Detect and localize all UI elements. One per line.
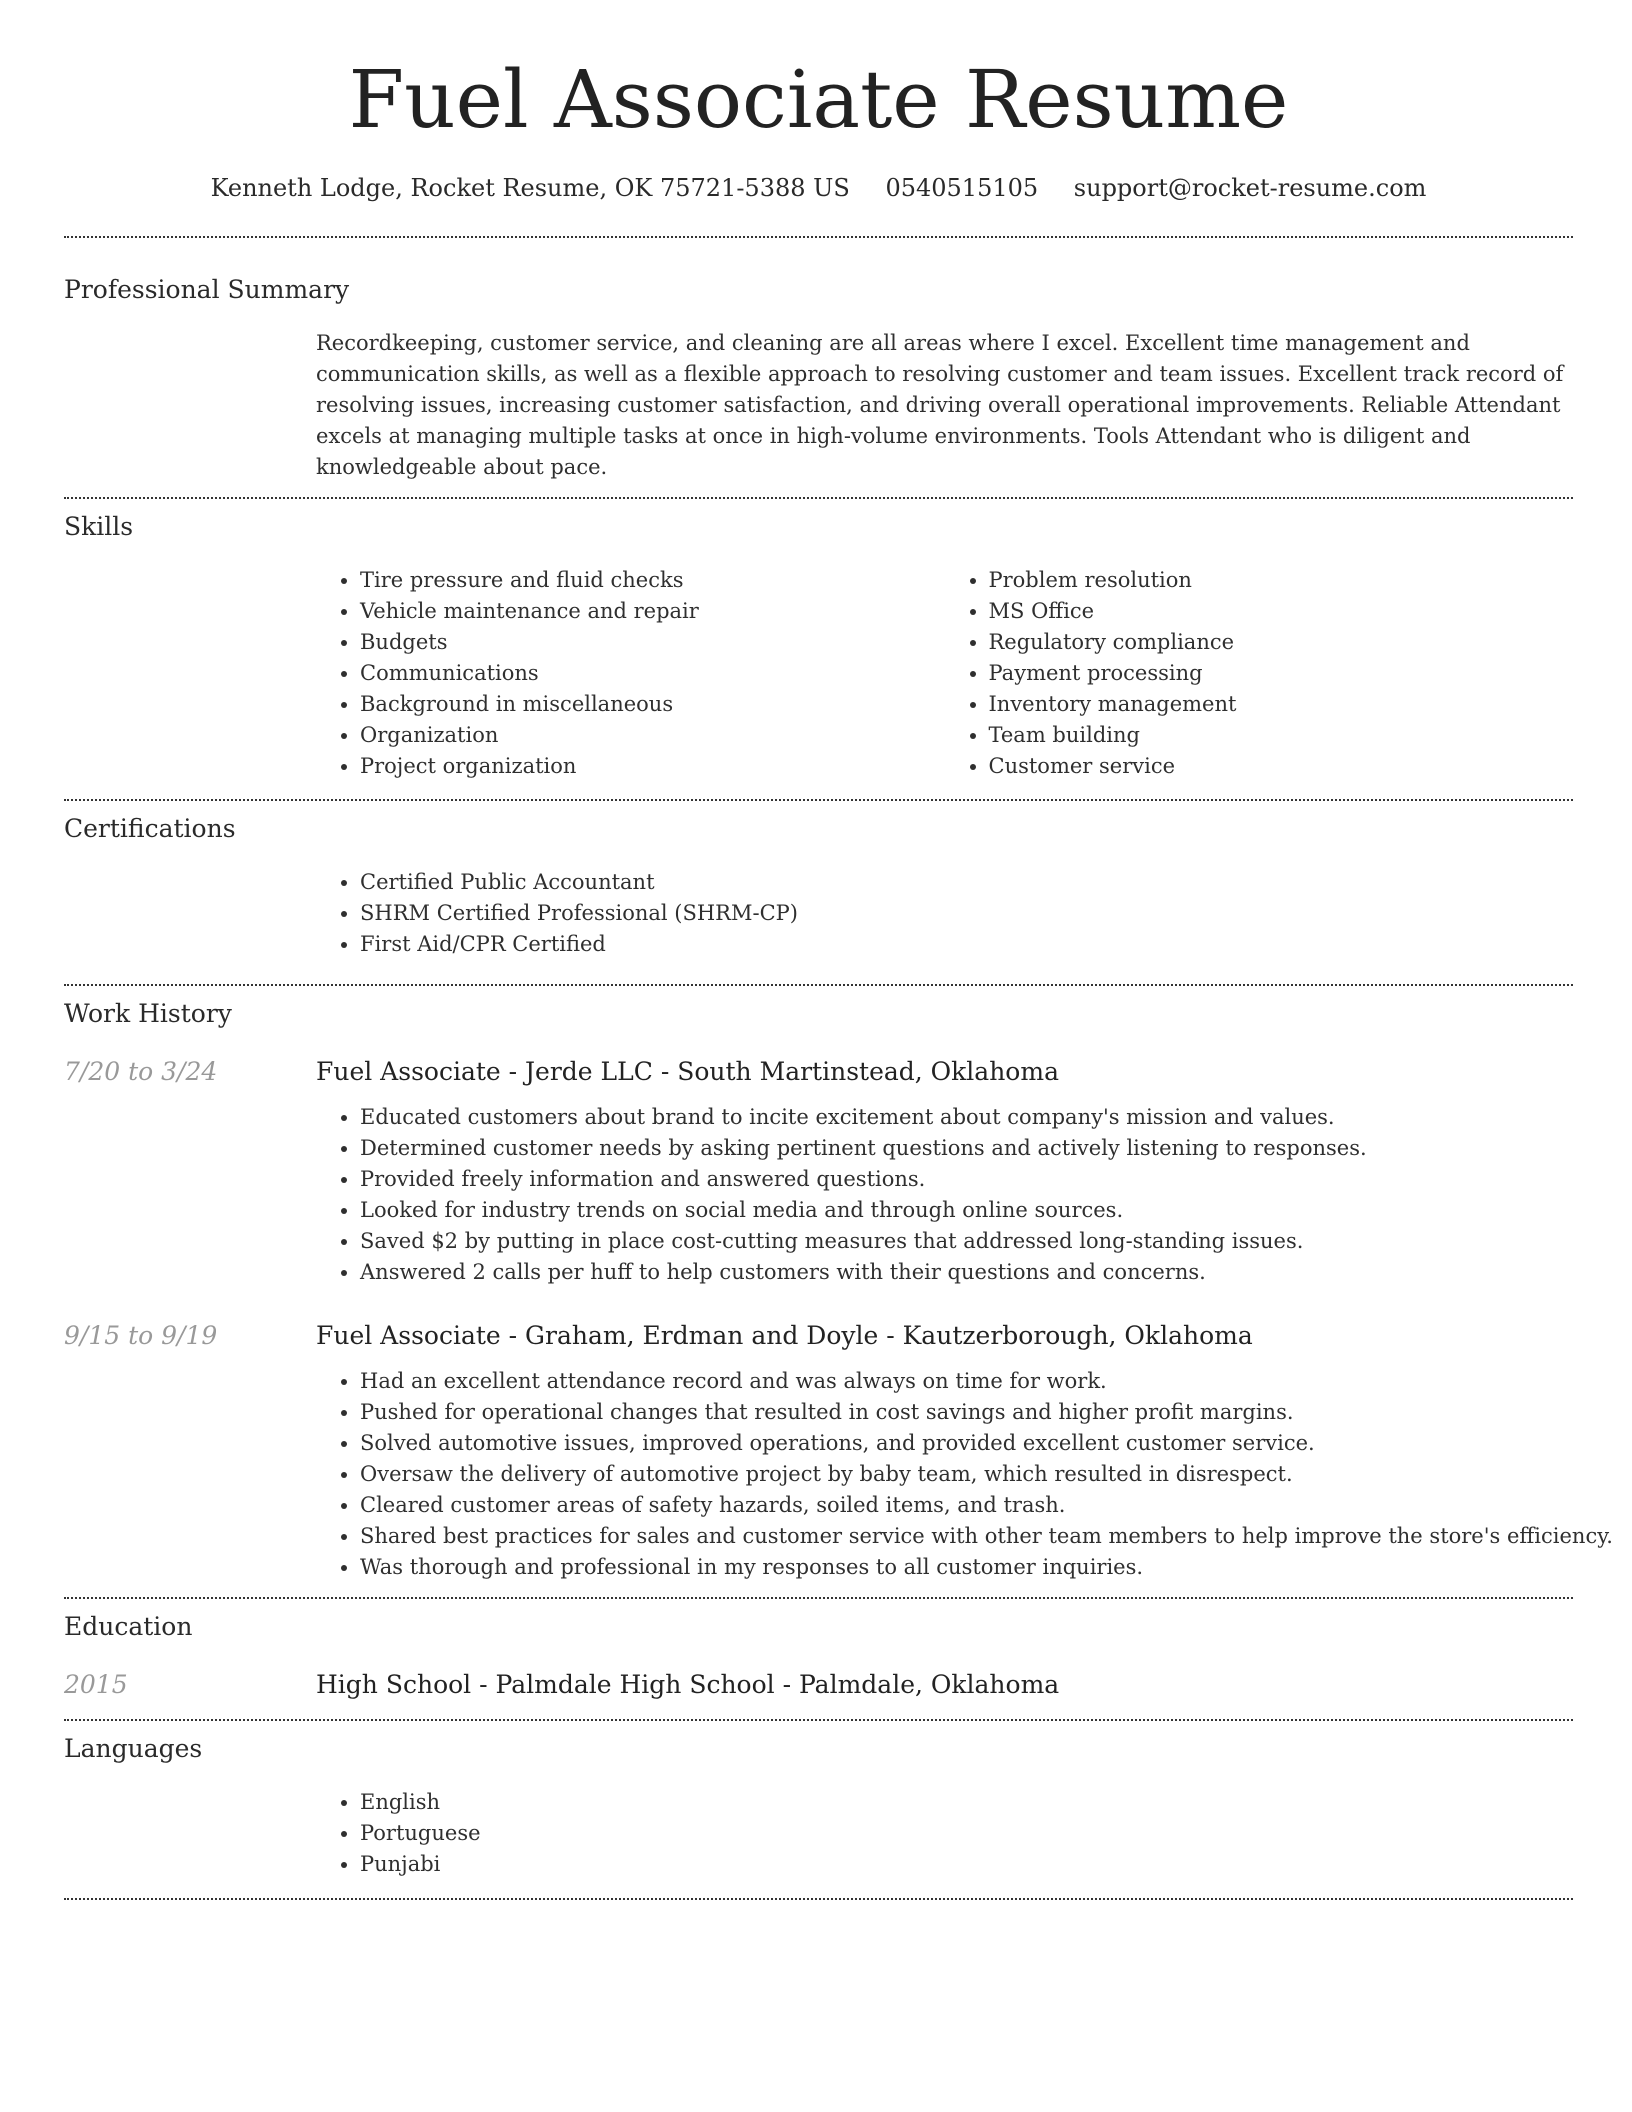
section-title: Certifications xyxy=(64,814,236,843)
list-item: • Inventory management xyxy=(989,689,1574,720)
list-item: • Cleared customer areas of safety hazards, soiled items, and trash. xyxy=(360,1490,1613,1521)
section-title: Work History xyxy=(64,999,232,1028)
education-heading: High School - Palmdale High School - Palmdale, Oklahoma xyxy=(316,1670,1060,1699)
list-item: • Was thorough and professional in my responses to all customer inquiries. xyxy=(360,1552,1613,1583)
section-title: Languages xyxy=(64,1734,203,1763)
list-item: • Shared best practices for sales and customer service with other team members to help improve the store's efficiency. xyxy=(360,1521,1613,1552)
education-section xyxy=(64,1599,1573,1703)
list-item: • Background in miscellaneous xyxy=(360,689,945,720)
skills-list-left xyxy=(316,565,945,782)
job-bullets xyxy=(316,1366,1613,1583)
job-dates: 9/15 to 9/19 xyxy=(64,1321,218,1350)
resume-title: Fuel Associate Resume xyxy=(348,53,1289,146)
list-item: • Payment processing xyxy=(989,658,1574,689)
list-item: • MS Office xyxy=(989,596,1574,627)
languages-content xyxy=(316,1787,1573,1880)
list-item: • Portuguese xyxy=(360,1818,1573,1849)
list-item: • Team building xyxy=(989,720,1574,751)
languages-list xyxy=(316,1787,1573,1880)
languages-section xyxy=(64,1721,1573,1880)
summary-text: Recordkeeping, customer service, and cleaning are all areas where I excel. Excellent time management and communication skills, as well as a flexible approach to resolving customer and team issues. Excellent track record of resolving issues, increasing customer satisfaction, and driving overall operational improvements. Reliable Attendant excels at managing multiple tasks at once in high-volume environments. Tools Attendant who is diligent and knowledgeable about pace. xyxy=(316,331,1564,479)
list-item: • Had an excellent attendance record and was always on time for work. xyxy=(360,1366,1613,1397)
section-title: Professional Summary xyxy=(64,275,350,304)
job-bullets xyxy=(316,1102,1573,1288)
job-body xyxy=(316,1054,1573,1288)
contact-email: support@rocket-resume.com xyxy=(1073,174,1427,202)
resume-page xyxy=(64,0,1613,1900)
list-item: • Looked for industry trends on social media and through online sources. xyxy=(360,1195,1573,1226)
summary-section xyxy=(64,238,1573,483)
list-item: • Pushed for operational changes that resulted in cost savings and higher profit margins. xyxy=(360,1397,1613,1428)
summary-content xyxy=(316,328,1573,483)
section-divider xyxy=(64,1898,1573,1900)
certifications-list xyxy=(316,867,1573,960)
list-item: • Provided freely information and answered questions. xyxy=(360,1164,1573,1195)
list-item: • Oversaw the delivery of automotive project by baby team, which resulted in disrespect. xyxy=(360,1459,1613,1490)
list-item: • Punjabi xyxy=(360,1849,1573,1880)
job-entry xyxy=(64,1318,1613,1583)
list-item: • Customer service xyxy=(989,751,1574,782)
list-item: • Tire pressure and fluid checks xyxy=(360,565,945,596)
contact-address: Kenneth Lodge, Rocket Resume, OK 75721-5388 US xyxy=(210,174,850,202)
list-item: • Organization xyxy=(360,720,945,751)
job-dates: 7/20 to 3/24 xyxy=(64,1057,218,1086)
list-item: • Answered 2 calls per huff to help customers with their questions and concerns. xyxy=(360,1257,1573,1288)
list-item: • English xyxy=(360,1787,1573,1818)
list-item: • Regulatory compliance xyxy=(989,627,1574,658)
skills-list-right xyxy=(945,565,1574,782)
work-history-section xyxy=(64,986,1613,1583)
list-item: • Certified Public Accountant xyxy=(360,867,1573,898)
list-item: • Communications xyxy=(360,658,945,689)
section-title: Skills xyxy=(64,512,134,541)
job-heading: Fuel Associate - Jerde LLC - South Martinstead, Oklahoma xyxy=(316,1057,1059,1086)
list-item: • Vehicle maintenance and repair xyxy=(360,596,945,627)
list-item: • Determined customer needs by asking pertinent questions and actively listening to responses. xyxy=(360,1133,1573,1164)
certifications-content xyxy=(316,867,1573,960)
list-item: • Educated customers about brand to incite excitement about company's mission and values. xyxy=(360,1102,1573,1133)
job-entry xyxy=(64,1054,1573,1288)
list-item: • Solved automotive issues, improved operations, and provided excellent customer service. xyxy=(360,1428,1613,1459)
list-item: • Saved $2 by putting in place cost-cutting measures that addressed long-standing issues. xyxy=(360,1226,1573,1257)
skills-section xyxy=(64,499,1573,782)
contact-line xyxy=(64,168,1573,208)
section-title: Education xyxy=(64,1612,193,1641)
education-body xyxy=(316,1667,1573,1703)
list-item: • Project organization xyxy=(360,751,945,782)
job-body xyxy=(316,1318,1613,1583)
list-item: • Problem resolution xyxy=(989,565,1574,596)
list-item: • Budgets xyxy=(360,627,945,658)
certifications-section xyxy=(64,801,1573,960)
education-year: 2015 xyxy=(64,1670,128,1699)
education-entry xyxy=(64,1667,1573,1703)
list-item: • First Aid/CPR Certified xyxy=(360,929,1573,960)
contact-phone: 0540515105 xyxy=(885,174,1039,202)
job-heading: Fuel Associate - Graham, Erdman and Doyle - Kautzerborough, Oklahoma xyxy=(316,1321,1253,1350)
skills-grid xyxy=(316,565,1573,782)
list-item: • SHRM Certified Professional (SHRM-CP) xyxy=(360,898,1573,929)
